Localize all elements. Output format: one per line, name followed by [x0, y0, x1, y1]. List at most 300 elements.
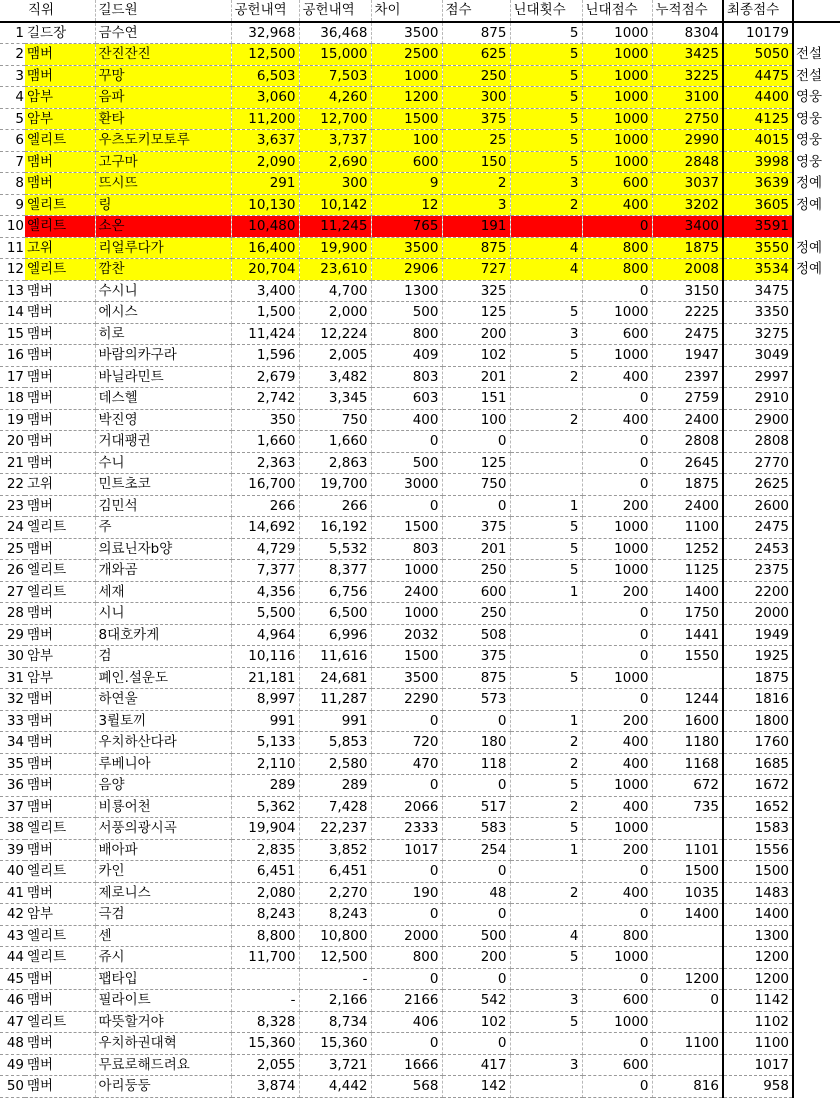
rank-cell[interactable]: 맴버	[25, 302, 95, 324]
name-cell[interactable]: 우치하산다라	[95, 732, 231, 754]
score-cell[interactable]: 25	[442, 130, 510, 152]
final-score-cell[interactable]: 1102	[723, 1011, 793, 1033]
ninja-score-cell[interactable]: 0	[582, 904, 652, 926]
difference-cell[interactable]: 803	[371, 538, 442, 560]
final-score-cell[interactable]: 1100	[723, 1033, 793, 1055]
accumulated-cell[interactable]	[652, 667, 723, 689]
name-cell[interactable]: 배아파	[95, 839, 231, 861]
contribution-2-cell[interactable]: 23,610	[299, 259, 371, 281]
difference-cell[interactable]: 0	[371, 431, 442, 453]
name-cell[interactable]: 비룡어천	[95, 796, 231, 818]
accumulated-cell[interactable]: 1200	[652, 968, 723, 990]
score-cell[interactable]: 151	[442, 388, 510, 410]
rank-cell[interactable]: 맴버	[25, 1033, 95, 1055]
difference-cell[interactable]: 0	[371, 968, 442, 990]
accumulated-cell[interactable]	[652, 1011, 723, 1033]
difference-cell[interactable]: 2400	[371, 581, 442, 603]
contribution-2-cell[interactable]: 11,245	[299, 216, 371, 238]
final-score-cell[interactable]: 3049	[723, 345, 793, 367]
rank-cell[interactable]: 엘리트	[25, 259, 95, 281]
ninja-score-cell[interactable]: 400	[582, 194, 652, 216]
contribution-1-cell[interactable]: 15,360	[231, 1033, 299, 1055]
contribution-1-cell[interactable]	[231, 968, 299, 990]
rank-cell[interactable]: 엘리트	[25, 1011, 95, 1033]
accumulated-cell[interactable]: 2750	[652, 108, 723, 130]
row-number[interactable]: 37	[0, 796, 25, 818]
difference-cell[interactable]: 9	[371, 173, 442, 195]
final-score-cell[interactable]: 2000	[723, 603, 793, 625]
ninja-score-cell[interactable]: 0	[582, 216, 652, 238]
contribution-2-cell[interactable]: 5,853	[299, 732, 371, 754]
rank-cell[interactable]: 맴버	[25, 1076, 95, 1098]
difference-cell[interactable]: 568	[371, 1076, 442, 1098]
name-cell[interactable]: 제로니스	[95, 882, 231, 904]
ninja-count-cell[interactable]: 5	[510, 560, 582, 582]
name-cell[interactable]: 센	[95, 925, 231, 947]
contribution-1-cell[interactable]: 14,692	[231, 517, 299, 539]
final-score-cell[interactable]: 1200	[723, 968, 793, 990]
ninja-score-cell[interactable]: 600	[582, 323, 652, 345]
accumulated-cell[interactable]: 2400	[652, 409, 723, 431]
ninja-score-cell[interactable]: 0	[582, 624, 652, 646]
ninja-count-cell[interactable]: 5	[510, 345, 582, 367]
note-cell[interactable]	[793, 775, 840, 797]
ninja-score-cell[interactable]: 1000	[582, 130, 652, 152]
contribution-2-cell[interactable]: 3,737	[299, 130, 371, 152]
rank-cell[interactable]: 암부	[25, 87, 95, 109]
row-number[interactable]: 6	[0, 130, 25, 152]
contribution-2-cell[interactable]: 3,345	[299, 388, 371, 410]
accumulated-cell[interactable]: 1550	[652, 646, 723, 668]
ninja-score-cell[interactable]: 200	[582, 839, 652, 861]
final-score-cell[interactable]: 1800	[723, 710, 793, 732]
score-cell[interactable]: 727	[442, 259, 510, 281]
header-contribution-1[interactable]: 공헌내역	[231, 0, 299, 22]
final-score-cell[interactable]: 1500	[723, 861, 793, 883]
row-number[interactable]: 48	[0, 1033, 25, 1055]
final-score-cell[interactable]: 1816	[723, 689, 793, 711]
score-cell[interactable]: 200	[442, 323, 510, 345]
rank-cell[interactable]: 맴버	[25, 495, 95, 517]
difference-cell[interactable]: 1017	[371, 839, 442, 861]
rank-cell[interactable]: 맴버	[25, 968, 95, 990]
difference-cell[interactable]: 500	[371, 452, 442, 474]
rank-cell[interactable]: 엘리트	[25, 861, 95, 883]
ninja-score-cell[interactable]: 1000	[582, 345, 652, 367]
accumulated-cell[interactable]: 2475	[652, 323, 723, 345]
final-score-cell[interactable]: 1300	[723, 925, 793, 947]
rank-cell[interactable]: 맴버	[25, 366, 95, 388]
rank-cell[interactable]: 암부	[25, 667, 95, 689]
note-cell[interactable]	[793, 431, 840, 453]
contribution-2-cell[interactable]: 11,287	[299, 689, 371, 711]
difference-cell[interactable]: 1300	[371, 280, 442, 302]
name-cell[interactable]: 바람의카구라	[95, 345, 231, 367]
row-number[interactable]: 38	[0, 818, 25, 840]
accumulated-cell[interactable]	[652, 947, 723, 969]
note-cell[interactable]	[793, 624, 840, 646]
final-score-cell[interactable]: 3591	[723, 216, 793, 238]
rank-cell[interactable]: 맴버	[25, 1054, 95, 1076]
score-cell[interactable]: 191	[442, 216, 510, 238]
score-cell[interactable]: 542	[442, 990, 510, 1012]
contribution-1-cell[interactable]: 4,729	[231, 538, 299, 560]
note-cell[interactable]	[793, 603, 840, 625]
row-number[interactable]: 29	[0, 624, 25, 646]
note-cell[interactable]	[793, 1011, 840, 1033]
score-cell[interactable]: 100	[442, 409, 510, 431]
accumulated-cell[interactable]: 816	[652, 1076, 723, 1098]
contribution-2-cell[interactable]: 12,224	[299, 323, 371, 345]
row-number[interactable]: 33	[0, 710, 25, 732]
ninja-count-cell[interactable]	[510, 452, 582, 474]
ninja-count-cell[interactable]: 3	[510, 323, 582, 345]
note-cell[interactable]: 영웅	[796, 110, 823, 127]
score-cell[interactable]: 125	[442, 452, 510, 474]
ninja-score-cell[interactable]: 1000	[582, 151, 652, 173]
name-cell[interactable]: 히로	[95, 323, 231, 345]
ninja-score-cell[interactable]: 600	[582, 990, 652, 1012]
contribution-2-cell[interactable]: 5,532	[299, 538, 371, 560]
contribution-2-cell[interactable]: 7,428	[299, 796, 371, 818]
final-score-cell[interactable]: 2453	[723, 538, 793, 560]
rank-cell[interactable]: 암부	[25, 904, 95, 926]
name-cell[interactable]: 거대팽귄	[95, 431, 231, 453]
row-number[interactable]: 13	[0, 280, 25, 302]
note-cell[interactable]	[793, 560, 840, 582]
accumulated-cell[interactable]: 1168	[652, 753, 723, 775]
final-score-cell[interactable]: 2900	[723, 409, 793, 431]
header-accumulated[interactable]: 누적점수	[652, 0, 723, 22]
score-cell[interactable]: 875	[442, 22, 510, 44]
final-score-cell[interactable]: 3550	[723, 237, 793, 259]
accumulated-cell[interactable]: 1400	[652, 904, 723, 926]
ninja-score-cell[interactable]: 0	[582, 603, 652, 625]
rank-cell[interactable]: 맴버	[25, 732, 95, 754]
ninja-score-cell[interactable]: 1000	[582, 1011, 652, 1033]
ninja-count-cell[interactable]	[510, 1033, 582, 1055]
ninja-score-cell[interactable]: 0	[582, 452, 652, 474]
ninja-count-cell[interactable]: 5	[510, 818, 582, 840]
name-cell[interactable]: 링	[95, 194, 231, 216]
ninja-count-cell[interactable]: 4	[510, 237, 582, 259]
difference-cell[interactable]: 2032	[371, 624, 442, 646]
ninja-count-cell[interactable]: 5	[510, 947, 582, 969]
note-cell[interactable]	[793, 990, 840, 1012]
rank-cell[interactable]: 엘리트	[25, 130, 95, 152]
row-number[interactable]: 7	[0, 151, 25, 173]
name-cell[interactable]: 검	[95, 646, 231, 668]
score-cell[interactable]: 375	[442, 646, 510, 668]
contribution-2-cell[interactable]: 11,616	[299, 646, 371, 668]
score-cell[interactable]: 875	[442, 667, 510, 689]
score-cell[interactable]: 0	[442, 710, 510, 732]
rank-cell[interactable]: 맴버	[25, 689, 95, 711]
contribution-1-cell[interactable]: 20,704	[231, 259, 299, 281]
rank-cell[interactable]: 맴버	[25, 65, 95, 87]
rank-cell[interactable]: 엘리트	[25, 560, 95, 582]
note-cell[interactable]	[793, 280, 840, 302]
accumulated-cell[interactable]: 2759	[652, 388, 723, 410]
note-cell[interactable]	[793, 882, 840, 904]
score-cell[interactable]: 583	[442, 818, 510, 840]
ninja-count-cell[interactable]	[510, 904, 582, 926]
difference-cell[interactable]: 3500	[371, 237, 442, 259]
row-number[interactable]: 35	[0, 753, 25, 775]
name-cell[interactable]: 의료닌자b양	[95, 538, 231, 560]
row-number[interactable]: 50	[0, 1076, 25, 1098]
ninja-score-cell[interactable]: 0	[582, 1076, 652, 1098]
ninja-score-cell[interactable]: 800	[582, 259, 652, 281]
rank-cell[interactable]: 맴버	[25, 452, 95, 474]
name-cell[interactable]: 루베니아	[95, 753, 231, 775]
ninja-count-cell[interactable]: 5	[510, 65, 582, 87]
name-cell[interactable]: 하연울	[95, 689, 231, 711]
row-number[interactable]: 27	[0, 581, 25, 603]
accumulated-cell[interactable]: 672	[652, 775, 723, 797]
accumulated-cell[interactable]: 2008	[652, 259, 723, 281]
contribution-2-cell[interactable]: 6,500	[299, 603, 371, 625]
accumulated-cell[interactable]: 1875	[652, 474, 723, 496]
difference-cell[interactable]: 1500	[371, 517, 442, 539]
difference-cell[interactable]: 0	[371, 775, 442, 797]
row-number[interactable]: 11	[0, 237, 25, 259]
contribution-1-cell[interactable]: 2,055	[231, 1054, 299, 1076]
corner-cell[interactable]	[0, 0, 25, 22]
name-cell[interactable]: 에시스	[95, 302, 231, 324]
accumulated-cell[interactable]: 3037	[652, 173, 723, 195]
difference-cell[interactable]: 720	[371, 732, 442, 754]
ninja-score-cell[interactable]: 1000	[582, 667, 652, 689]
score-cell[interactable]: 300	[442, 87, 510, 109]
row-number[interactable]: 10	[0, 216, 25, 238]
note-cell[interactable]	[793, 818, 840, 840]
contribution-1-cell[interactable]: 10,116	[231, 646, 299, 668]
contribution-2-cell[interactable]: 991	[299, 710, 371, 732]
difference-cell[interactable]: 409	[371, 345, 442, 367]
final-score-cell[interactable]: 4400	[723, 87, 793, 109]
difference-cell[interactable]: 0	[371, 710, 442, 732]
ninja-count-cell[interactable]: 5	[510, 22, 582, 44]
rank-cell[interactable]: 맴버	[25, 710, 95, 732]
rank-cell[interactable]: 암부	[25, 108, 95, 130]
header-contribution-2[interactable]: 공헌내역	[299, 0, 371, 22]
accumulated-cell[interactable]: 1400	[652, 581, 723, 603]
note-cell[interactable]: 정예	[796, 196, 823, 213]
header-ninja-score[interactable]: 닌대점수	[582, 0, 652, 22]
score-cell[interactable]: 600	[442, 581, 510, 603]
note-cell[interactable]	[793, 323, 840, 345]
contribution-1-cell[interactable]: -	[231, 990, 299, 1012]
contribution-1-cell[interactable]: 21,181	[231, 667, 299, 689]
accumulated-cell[interactable]: 1441	[652, 624, 723, 646]
contribution-2-cell[interactable]: 2,166	[299, 990, 371, 1012]
row-number[interactable]: 42	[0, 904, 25, 926]
name-cell[interactable]: 카인	[95, 861, 231, 883]
difference-cell[interactable]: 3000	[371, 474, 442, 496]
final-score-cell[interactable]: 1760	[723, 732, 793, 754]
row-number[interactable]: 43	[0, 925, 25, 947]
ninja-count-cell[interactable]	[510, 1076, 582, 1098]
ninja-score-cell[interactable]: 0	[582, 861, 652, 883]
name-cell[interactable]: 시니	[95, 603, 231, 625]
contribution-2-cell[interactable]: 16,192	[299, 517, 371, 539]
rank-cell[interactable]: 엘리트	[25, 517, 95, 539]
note-cell[interactable]	[793, 667, 840, 689]
difference-cell[interactable]: 2906	[371, 259, 442, 281]
rank-cell[interactable]: 맴버	[25, 388, 95, 410]
row-number[interactable]: 20	[0, 431, 25, 453]
final-score-cell[interactable]: 1672	[723, 775, 793, 797]
contribution-2-cell[interactable]: 8,377	[299, 560, 371, 582]
final-score-cell[interactable]: 1652	[723, 796, 793, 818]
score-cell[interactable]: 0	[442, 495, 510, 517]
row-number[interactable]: 15	[0, 323, 25, 345]
ninja-score-cell[interactable]: 400	[582, 409, 652, 431]
ninja-score-cell[interactable]: 600	[582, 173, 652, 195]
contribution-1-cell[interactable]: 1,500	[231, 302, 299, 324]
contribution-1-cell[interactable]: 5,500	[231, 603, 299, 625]
difference-cell[interactable]: 2000	[371, 925, 442, 947]
contribution-1-cell[interactable]: 19,904	[231, 818, 299, 840]
final-score-cell[interactable]: 4015	[723, 130, 793, 152]
row-number[interactable]: 8	[0, 173, 25, 195]
accumulated-cell[interactable]: 1100	[652, 1033, 723, 1055]
ninja-count-cell[interactable]	[510, 646, 582, 668]
ninja-score-cell[interactable]: 0	[582, 1033, 652, 1055]
row-number[interactable]: 49	[0, 1054, 25, 1076]
accumulated-cell[interactable]: 3150	[652, 280, 723, 302]
score-cell[interactable]: 142	[442, 1076, 510, 1098]
contribution-1-cell[interactable]: 32,968	[231, 22, 299, 44]
ninja-count-cell[interactable]	[510, 216, 582, 238]
ninja-score-cell[interactable]: 1000	[582, 22, 652, 44]
name-cell[interactable]: 우치하권대혁	[95, 1033, 231, 1055]
final-score-cell[interactable]: 2600	[723, 495, 793, 517]
rank-cell[interactable]: 고위	[25, 474, 95, 496]
score-cell[interactable]: 508	[442, 624, 510, 646]
contribution-2-cell[interactable]: 12,700	[299, 108, 371, 130]
score-cell[interactable]: 250	[442, 65, 510, 87]
ninja-count-cell[interactable]: 3	[510, 990, 582, 1012]
rank-cell[interactable]: 맴버	[25, 796, 95, 818]
ninja-score-cell[interactable]: 1000	[582, 947, 652, 969]
final-score-cell[interactable]: 2808	[723, 431, 793, 453]
accumulated-cell[interactable]: 3100	[652, 87, 723, 109]
contribution-2-cell[interactable]: 1,660	[299, 431, 371, 453]
final-score-cell[interactable]: 4125	[723, 108, 793, 130]
name-cell[interactable]: 바닐라민트	[95, 366, 231, 388]
note-cell[interactable]	[793, 22, 840, 44]
name-cell[interactable]: 필라이트	[95, 990, 231, 1012]
ninja-count-cell[interactable]	[510, 968, 582, 990]
name-cell[interactable]: 박진영	[95, 409, 231, 431]
ninja-score-cell[interactable]: 400	[582, 366, 652, 388]
name-cell[interactable]: 금수연	[95, 22, 231, 44]
note-cell[interactable]: 영웅	[796, 89, 823, 106]
final-score-cell[interactable]: 1142	[723, 990, 793, 1012]
row-number[interactable]: 26	[0, 560, 25, 582]
note-cell[interactable]	[793, 388, 840, 410]
row-number[interactable]: 4	[0, 87, 25, 109]
rank-cell[interactable]: 엘리트	[25, 581, 95, 603]
name-cell[interactable]: 아리둥둥	[95, 1076, 231, 1098]
accumulated-cell[interactable]: 2645	[652, 452, 723, 474]
note-cell[interactable]	[793, 925, 840, 947]
ninja-count-cell[interactable]: 2	[510, 753, 582, 775]
name-cell[interactable]: 팹타입	[95, 968, 231, 990]
ninja-score-cell[interactable]: 0	[582, 388, 652, 410]
rank-cell[interactable]: 암부	[25, 646, 95, 668]
ninja-count-cell[interactable]: 5	[510, 302, 582, 324]
difference-cell[interactable]: 0	[371, 904, 442, 926]
note-cell[interactable]	[793, 495, 840, 517]
ninja-score-cell[interactable]: 400	[582, 732, 652, 754]
ninja-score-cell[interactable]: 1000	[582, 775, 652, 797]
name-cell[interactable]: 뜨시뜨	[95, 173, 231, 195]
final-score-cell[interactable]: 10179	[723, 22, 793, 44]
contribution-2-cell[interactable]: 19,700	[299, 474, 371, 496]
contribution-1-cell[interactable]: 4,964	[231, 624, 299, 646]
ninja-score-cell[interactable]: 800	[582, 925, 652, 947]
difference-cell[interactable]: 2166	[371, 990, 442, 1012]
note-cell[interactable]	[793, 839, 840, 861]
contribution-1-cell[interactable]: 8,997	[231, 689, 299, 711]
score-cell[interactable]: 201	[442, 538, 510, 560]
ninja-score-cell[interactable]: 1000	[582, 517, 652, 539]
accumulated-cell[interactable]: 1100	[652, 517, 723, 539]
contribution-2-cell[interactable]: 4,442	[299, 1076, 371, 1098]
contribution-2-cell[interactable]: 7,503	[299, 65, 371, 87]
contribution-1-cell[interactable]: 3,060	[231, 87, 299, 109]
note-cell[interactable]	[793, 366, 840, 388]
row-number[interactable]: 16	[0, 345, 25, 367]
accumulated-cell[interactable]: 1875	[652, 237, 723, 259]
score-cell[interactable]: 0	[442, 775, 510, 797]
contribution-2-cell[interactable]: 3,852	[299, 839, 371, 861]
difference-cell[interactable]: 1000	[371, 603, 442, 625]
contribution-1-cell[interactable]: 6,503	[231, 65, 299, 87]
contribution-1-cell[interactable]: 350	[231, 409, 299, 431]
ninja-count-cell[interactable]: 2	[510, 194, 582, 216]
accumulated-cell[interactable]: 3202	[652, 194, 723, 216]
note-cell[interactable]	[793, 345, 840, 367]
final-score-cell[interactable]: 3275	[723, 323, 793, 345]
contribution-2-cell[interactable]: 2,000	[299, 302, 371, 324]
score-cell[interactable]: 102	[442, 345, 510, 367]
accumulated-cell[interactable]: 0	[652, 990, 723, 1012]
note-cell[interactable]: 정예	[796, 239, 823, 256]
note-cell[interactable]	[793, 409, 840, 431]
difference-cell[interactable]: 0	[371, 861, 442, 883]
rank-cell[interactable]: 맴버	[25, 882, 95, 904]
contribution-2-cell[interactable]: 22,237	[299, 818, 371, 840]
difference-cell[interactable]: 803	[371, 366, 442, 388]
note-cell[interactable]	[793, 968, 840, 990]
ninja-score-cell[interactable]: 1000	[582, 560, 652, 582]
score-cell[interactable]: 875	[442, 237, 510, 259]
final-score-cell[interactable]: 1556	[723, 839, 793, 861]
name-cell[interactable]: 깜찬	[95, 259, 231, 281]
name-cell[interactable]: 수니	[95, 452, 231, 474]
score-cell[interactable]: 150	[442, 151, 510, 173]
row-number[interactable]: 22	[0, 474, 25, 496]
ninja-count-cell[interactable]: 2	[510, 882, 582, 904]
note-cell[interactable]	[793, 302, 840, 324]
note-cell[interactable]	[793, 538, 840, 560]
contribution-1-cell[interactable]: 11,200	[231, 108, 299, 130]
difference-cell[interactable]: 800	[371, 947, 442, 969]
